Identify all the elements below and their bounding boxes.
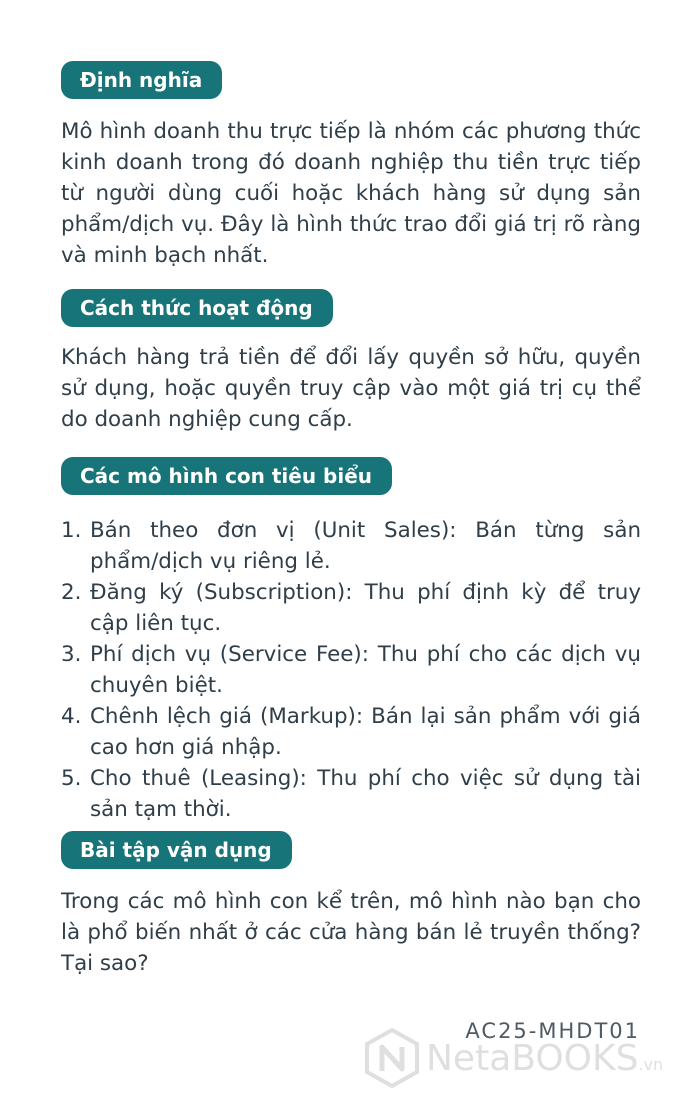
- list-item-number: 5.: [61, 766, 82, 791]
- watermark-brand: NetaBOOKS.vn: [426, 1037, 664, 1079]
- list-item-text: Chênh lệch giá (Markup): Bán lại sản phẩm với giá cao hơn giá nhập.: [90, 704, 641, 760]
- list-item: [61, 701, 641, 763]
- list-item-number: 4.: [61, 704, 82, 729]
- list-item: [61, 577, 641, 639]
- list-item: [61, 639, 641, 701]
- section-sub-models: [61, 457, 641, 825]
- section-heading-how-it-works: Cách thức hoạt động: [61, 289, 333, 327]
- netabooks-logo-icon: [362, 1027, 422, 1089]
- exercise-text: Trong các mô hình con kể trên, mô hình nào bạn cho là phổ biến nhất ở các cửa hàng bán lẻ truyền thống? Tại sao?: [61, 889, 641, 976]
- document-code: AC25-MHDT01: [465, 1019, 640, 1043]
- list-item-text: Cho thuê (Leasing): Thu phí cho việc sử dụng tài sản tạm thời.: [90, 766, 641, 822]
- list-item-text: Đăng ký (Subscription): Thu phí định kỳ để truy cập liên tục.: [90, 580, 641, 636]
- section-definition: [61, 61, 641, 271]
- list-item: [61, 515, 641, 577]
- list-item-text: Phí dịch vụ (Service Fee): Thu phí cho các dịch vụ chuyên biệt.: [90, 642, 641, 698]
- sub-models-list: [61, 515, 641, 825]
- watermark-suffix: .vn: [638, 1054, 664, 1074]
- section-how-it-works: [61, 289, 641, 435]
- section-heading-exercise: Bài tập vận dụng: [61, 831, 292, 869]
- list-item-number: 2.: [61, 580, 82, 605]
- how-it-works-text: Khách hàng trả tiền để đổi lấy quyền sở hữu, quyền sử dụng, hoặc quyền truy cập vào một giá trị cụ thể do doanh nghiệp cung cấp.: [61, 345, 641, 432]
- section-exercise: [61, 831, 641, 979]
- section-heading-sub-models: Các mô hình con tiêu biểu: [61, 457, 392, 495]
- list-item-number: 1.: [61, 518, 82, 543]
- list-item-text: Bán theo đơn vị (Unit Sales): Bán từng sản phẩm/dịch vụ riêng lẻ.: [90, 518, 641, 574]
- definition-text: Mô hình doanh thu trực tiếp là nhóm các phương thức kinh doanh trong đó doanh nghiệp thu tiền trực tiếp từ người dùng cuối hoặc khách hàng sử dụng sản phẩm/dịch vụ. Đây là hình thức trao đổi giá trị rõ ràng và minh bạch nhất.: [61, 119, 641, 268]
- section-heading-definition: Định nghĩa: [61, 61, 222, 99]
- list-item: [61, 763, 641, 825]
- list-item-number: 3.: [61, 642, 82, 667]
